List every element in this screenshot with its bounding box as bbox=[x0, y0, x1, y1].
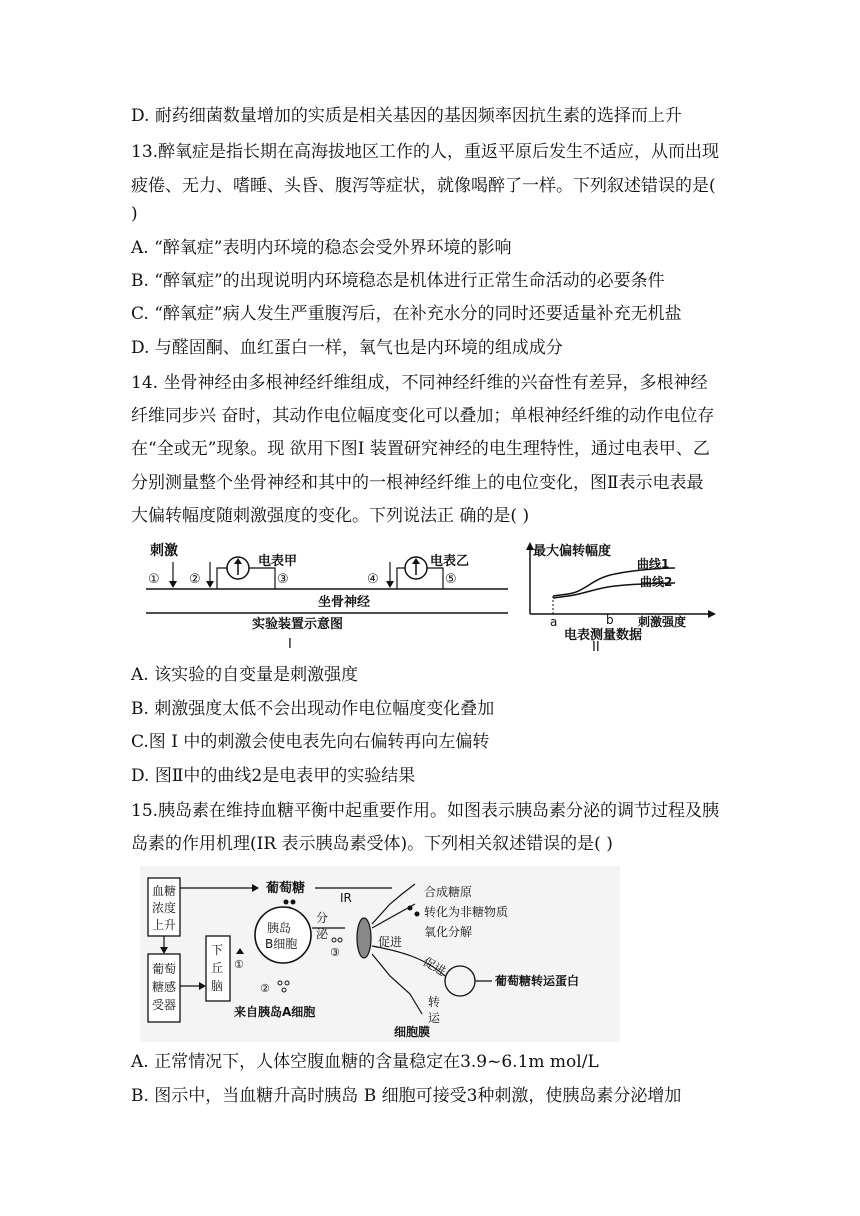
secrete-l2: 泌 bbox=[316, 927, 329, 941]
curve-1-label: 曲线1 bbox=[637, 557, 670, 571]
q14-option-c: C.图 I 中的刺激会使电表先向右偏转再向左偏转 bbox=[131, 732, 490, 752]
circle-3: ③ bbox=[330, 946, 340, 959]
box2-l2: 糖感 bbox=[152, 980, 177, 994]
meter-b-label: 电表乙 bbox=[430, 554, 470, 569]
q14-stem-line5: 大偏转幅度随刺激强度的变化。下列说法正 确的是( ) bbox=[131, 506, 530, 526]
membrane-label: 细胞膜 bbox=[394, 1025, 431, 1039]
promote-label-1: 促进 bbox=[378, 935, 403, 949]
q13-stem-line2: 疲倦、无力、嗜睡、头昏、腹泻等症状，就像喝醉了一样。下列叙述错误的是( bbox=[131, 176, 716, 196]
cell-l1: 胰岛 bbox=[267, 921, 292, 935]
transporter-label: 葡萄糖转运蛋白 bbox=[495, 974, 580, 988]
tick-a: a bbox=[550, 615, 558, 629]
effect-convert: 转化为非糖物质 bbox=[424, 905, 509, 919]
stimulus-label: 刺激 bbox=[150, 543, 178, 559]
figure2-caption: 电表测量数据 bbox=[564, 628, 643, 643]
transport-l1: 转 bbox=[428, 995, 441, 1009]
q15-option-b: B. 图示中，当血糖升高时胰岛 B 细胞可接受3种刺激，使胰岛素分泌增加 bbox=[131, 1086, 682, 1106]
meter-b-lead-right bbox=[427, 568, 443, 589]
q12-option-d: D. 耐药细菌数量增加的实质是相关基因的基因频率因抗生素的选择而上升 bbox=[131, 106, 682, 126]
glucose-dot bbox=[291, 900, 296, 905]
promote-label-2: 促进 bbox=[420, 954, 449, 979]
figure1-caption: 实验装置示意图 bbox=[252, 617, 344, 632]
x-axis-label: 刺激强度 bbox=[638, 615, 687, 629]
box2-l1: 葡萄 bbox=[152, 962, 177, 976]
meter-a-lead-right bbox=[249, 568, 275, 589]
transport-l2: 运 bbox=[428, 1011, 441, 1025]
box3-l2: 丘 bbox=[211, 961, 224, 975]
figure1-label: I bbox=[288, 637, 292, 652]
box1-l1: 血糖 bbox=[152, 884, 177, 898]
box2-l3: 受器 bbox=[152, 998, 177, 1012]
q15-figure bbox=[140, 866, 620, 1042]
figure2-label: II bbox=[592, 640, 600, 653]
tick-b: b bbox=[606, 613, 614, 627]
meter-a-lead-left bbox=[217, 568, 227, 589]
point-4: ④ bbox=[367, 572, 379, 587]
point-2: ② bbox=[189, 572, 201, 587]
q13-stem-line3: ) bbox=[131, 204, 138, 224]
q15-option-a: A. 正常情况下，人体空腹血糖的含量稳定在3.9~6.1m mol/L bbox=[131, 1052, 599, 1072]
q14-option-a: A. 该实验的自变量是刺激强度 bbox=[131, 665, 359, 685]
q14-option-b: B. 刺激强度太低不会出现动作电位幅度变化叠加 bbox=[131, 699, 495, 719]
q14-stem-line3: 在“全或无”现象。现 欲用下图I 装置研究神经的电生理特性，通过电表甲、乙 bbox=[131, 439, 710, 459]
point-1: ① bbox=[148, 572, 160, 587]
cell-l2: B细胞 bbox=[265, 937, 298, 951]
stim-arrowhead-2 bbox=[206, 581, 214, 588]
q13-option-a: A. “醉氧症”表明内环境的稳态会受外界环境的影响 bbox=[131, 238, 512, 258]
q15-stem-line2: 岛素的作用机理(IR 表示胰岛素受体)。下列相关叙述错误的是( ) bbox=[131, 834, 613, 854]
x-axis-arrow bbox=[708, 610, 716, 618]
box1-l3: 上升 bbox=[152, 918, 177, 932]
q14-option-d: D. 图Ⅱ中的曲线2是电表甲的实验结果 bbox=[131, 766, 416, 786]
insulin-receptor bbox=[357, 918, 371, 958]
point-5: ⑤ bbox=[445, 572, 457, 587]
effect-oxidize: 氧化分解 bbox=[424, 925, 473, 939]
box3-l3: 脑 bbox=[211, 979, 224, 993]
box1-l2: 浓度 bbox=[152, 901, 177, 915]
meter-a-label: 电表甲 bbox=[258, 554, 298, 569]
glucose-dot bbox=[415, 912, 420, 917]
glucose-label: 葡萄糖 bbox=[266, 881, 306, 896]
curve-2-label: 曲线2 bbox=[640, 575, 673, 589]
meter-b-lead-left bbox=[397, 568, 405, 589]
ir-label: IR bbox=[340, 891, 352, 905]
stim-arrowhead-4 bbox=[386, 581, 394, 588]
q14-figure bbox=[140, 538, 730, 653]
q14-stem-line2: 纤维同步兴 奋时，其动作电位幅度变化可以叠加；单根神经纤维的动作电位存 bbox=[131, 406, 715, 426]
islet-b-cell bbox=[255, 907, 311, 963]
secrete-l1: 分 bbox=[316, 911, 329, 925]
q14-stem-line1: 14. 坐骨神经由多根神经纤维组成，不同神经纤维的兴奋性有差异，多根神经 bbox=[131, 373, 708, 393]
effect-glycogen: 合成糖原 bbox=[424, 885, 473, 899]
q13-stem-line1: 13.醉氧症是指长期在高海拔地区工作的人，重返平原后发生不适应，从而出现 bbox=[131, 142, 720, 162]
circle-2: ② bbox=[260, 982, 270, 995]
point-3: ③ bbox=[277, 572, 289, 587]
stim-arrowhead-1 bbox=[169, 581, 177, 588]
box3-l1: 下 bbox=[211, 943, 224, 957]
q14-stem-line4: 分别测量整个坐骨神经和其中的一根神经纤维上的电位变化，图Ⅱ表示电表最 bbox=[131, 473, 704, 493]
glucose-dot bbox=[284, 900, 289, 905]
q13-option-b: B. “醉氧症”的出现说明内环境稳态是机体进行正常生命活动的必要条件 bbox=[131, 271, 665, 291]
q13-option-c: C. “醉氧症”病人发生严重腹泻后，在补充水分的同时还要适量补充无机盐 bbox=[131, 304, 682, 324]
q15-stem-line1: 15.胰岛素在维持血糖平衡中起重要作用。如图表示胰岛素分泌的调节过程及胰 bbox=[131, 801, 720, 821]
y-axis-label: 最大偏转幅度 bbox=[533, 544, 612, 559]
q13-option-d: D. 与醛固酮、血红蛋白一样，氧气也是内环境的组成成分 bbox=[131, 338, 563, 358]
glucose-dot bbox=[408, 906, 413, 911]
circle-1: ① bbox=[234, 958, 244, 971]
from-a-cell-label: 来自胰岛A细胞 bbox=[234, 1005, 316, 1019]
nerve-label: 坐骨神经 bbox=[318, 595, 371, 610]
